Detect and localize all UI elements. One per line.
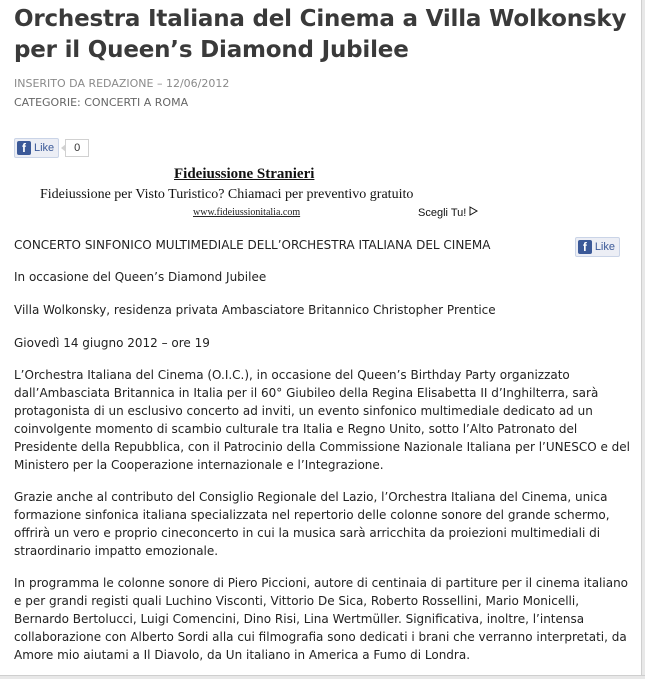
- paragraph: L’Orchestra Italiana del Cinema (O.I.C.), in occasione del Queen’s Birthday Party organizzato dall’Ambasciata Britannica in Italia per il 60° Giubileo della Regina Elisabetta II d’Inghilterra, sarà protagonista di un esclusivo concerto ad inviti, un evento sinfonico multimediale dedicato ad un coinvolgente momento di scambio culturale tra Italia e Regno Unito, sotto l’Alto Patronato del Presidente della Repubblica, con il Patrocinio della Commissione Nazionale Italiana per l’UNESCO e del Ministero per la Cooperazione internazionale e l’Integrazione.: [14, 368, 630, 472]
- window-right-edge: [641, 0, 645, 679]
- paragraph: Giovedì 14 giugno 2012 – ore 19: [14, 336, 210, 350]
- facebook-icon: f: [578, 240, 592, 254]
- facebook-like-button-secondary[interactable]: [575, 237, 620, 257]
- categories-label: CATEGORIE:: [14, 96, 81, 109]
- ad-title-link[interactable]: Fideiussione Stranieri: [174, 166, 315, 182]
- article-title: Orchestra Italiana del Cinema a Villa Wolkonsky per il Queen’s Diamond Jubilee: [14, 6, 627, 63]
- facebook-icon: f: [17, 141, 31, 155]
- categories: [14, 93, 634, 112]
- paragraph: Villa Wolkonsky, residenza privata Ambasciatore Britannico Christopher Prentice: [14, 303, 496, 317]
- article-headline-row: [14, 236, 634, 258]
- article-body: [14, 268, 634, 664]
- facebook-like-count: 0: [65, 139, 89, 157]
- ad-description: Fideiussione per Visto Turistico? Chiamaci per preventivo gratuito: [40, 187, 414, 202]
- article-meta: [14, 74, 634, 112]
- article-headline: CONCERTO SINFONICO MULTIMEDIALE DELL’ORCHESTRA ITALIANA DEL CINEMA: [14, 238, 491, 252]
- paragraph: In occasione del Queen’s Diamond Jubilee: [14, 270, 267, 284]
- ad-url-link[interactable]: www.fideiussionitalia.com: [193, 207, 301, 218]
- ad-choices-button[interactable]: [418, 206, 478, 219]
- ad-choices-label: Scegli Tu!: [418, 206, 467, 219]
- posted-by: INSERITO DA REDAZIONE: [14, 77, 154, 90]
- category-link[interactable]: CONCERTI A ROMA: [84, 96, 189, 109]
- post-info: [14, 74, 634, 93]
- play-outline-icon: [469, 206, 478, 219]
- post-date: – 12/06/2012: [156, 77, 230, 90]
- article: [14, 4, 634, 664]
- facebook-like-label: Like: [594, 241, 615, 253]
- share-bar: [14, 138, 634, 158]
- facebook-like-label: Like: [34, 142, 55, 154]
- paragraph: In programma le colonne sonore di Piero Piccioni, autore di centinaia di partiture per il cinema italiano e per grandi registi quali Luchino Visconti, Vittorio De Sica, Roberto Rossellini, Mario Monicelli, Bernardo Bertolucci, Luigi Comencini, Dino Risi, Lina Wertmüller. Significativa, inoltre, l’intensa collaborazione con Alberto Sordi alla cui filmografia sono dedicati i brani che verranno interpretati, da Amore mio aiutami a Il Diavolo, da Un italiano in America a Fumo di Londra.: [14, 576, 629, 662]
- facebook-like-button[interactable]: [14, 138, 59, 158]
- paragraph: Grazie anche al contributo del Consiglio Regionale del Lazio, l’Orchestra Italiana del Cinema, unica formazione sinfonica italiana specializzata nel repertorio delle colonne sonore del grande schermo, offrirà un vero e proprio cineconcerto in cui la musica sarà arricchita da proiezioni multimediali di straordinario impatto emozionale.: [14, 490, 610, 558]
- window-bottom-edge: [0, 675, 645, 679]
- text-ad: [14, 166, 634, 224]
